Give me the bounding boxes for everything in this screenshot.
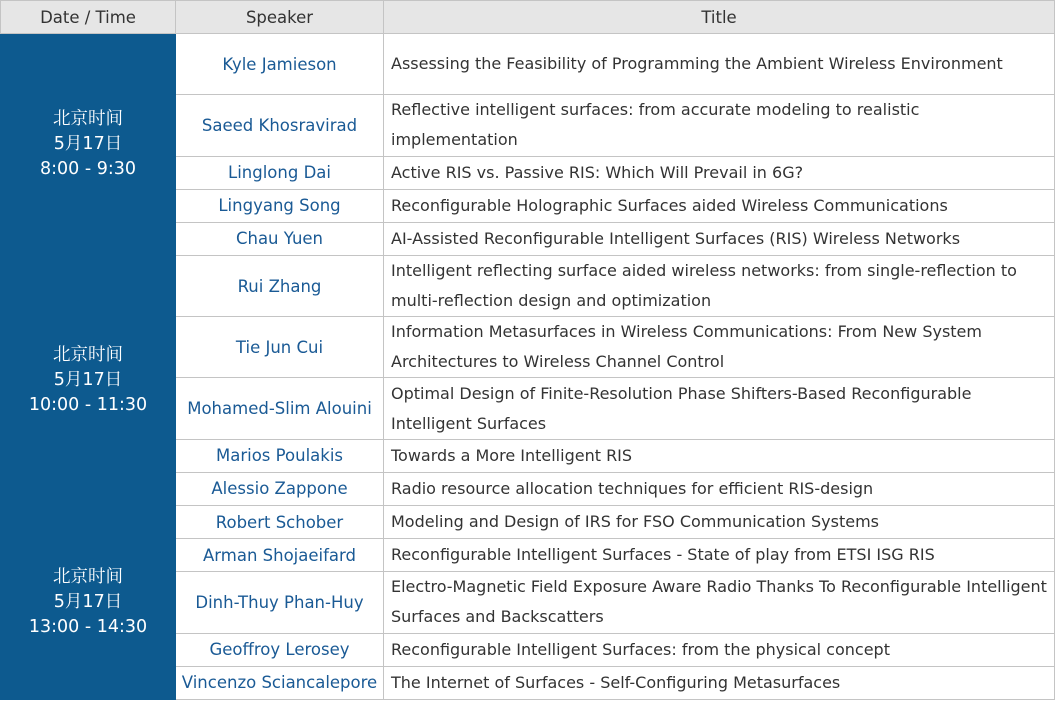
date-label: 5月17日 <box>53 133 123 154</box>
title-cell: Active RIS vs. Passive RIS: Which Will Prevail in 6G? <box>384 156 1055 189</box>
table-row <box>1 506 1055 539</box>
title-cell: Information Metasurfaces in Wireless Communications: From New System Architectures to Wireless Channel Control <box>384 317 1055 378</box>
time-slot-cell <box>1 34 176 256</box>
speaker-cell: Linglong Dai <box>176 156 384 189</box>
timezone-label: 北京时间 <box>53 344 123 365</box>
time-slot-cell <box>1 506 176 700</box>
speaker-cell: Rui Zhang <box>176 255 384 316</box>
time-slot-cell <box>1 255 176 505</box>
speaker-cell: Kyle Jamieson <box>176 34 384 95</box>
header-speaker: Speaker <box>176 1 384 34</box>
speaker-cell: Alessio Zappone <box>176 472 384 505</box>
date-label: 5月17日 <box>53 592 123 613</box>
time-range-label: 8:00 - 9:30 <box>39 158 137 179</box>
date-label: 5月17日 <box>53 369 123 390</box>
speaker-cell: Mohamed-Slim Alouini <box>176 378 384 439</box>
time-range-label: 10:00 - 11:30 <box>28 394 148 415</box>
table-row <box>1 255 1055 316</box>
speaker-cell: Chau Yuen <box>176 222 384 255</box>
time-range-label: 13:00 - 14:30 <box>28 617 148 638</box>
title-cell: Reconfigurable Holographic Surfaces aided Wireless Communications <box>384 189 1055 222</box>
speaker-cell: Arman Shojaeifard <box>176 539 384 572</box>
title-cell: Assessing the Feasibility of Programming the Ambient Wireless Environment <box>384 34 1055 95</box>
speaker-cell: Lingyang Song <box>176 189 384 222</box>
title-cell: Modeling and Design of IRS for FSO Communication Systems <box>384 506 1055 539</box>
title-cell: Reconfigurable Intelligent Surfaces - State of play from ETSI ISG RIS <box>384 539 1055 572</box>
speaker-cell: Marios Poulakis <box>176 439 384 472</box>
title-cell: The Internet of Surfaces - Self-Configuring Metasurfaces <box>384 666 1055 699</box>
title-cell: Towards a More Intelligent RIS <box>384 439 1055 472</box>
title-cell: AI-Assisted Reconfigurable Intelligent Surfaces (RIS) Wireless Networks <box>384 222 1055 255</box>
speaker-cell: Saeed Khosravirad <box>176 95 384 156</box>
header-title: Title <box>384 1 1055 34</box>
title-cell: Radio resource allocation techniques for efficient RIS-design <box>384 472 1055 505</box>
title-cell: Reflective intelligent surfaces: from accurate modeling to realistic implementation <box>384 95 1055 156</box>
timezone-label: 北京时间 <box>53 108 123 129</box>
table-row <box>1 34 1055 95</box>
timezone-label: 北京时间 <box>53 567 123 588</box>
speaker-cell: Geoffroy Lerosey <box>176 633 384 666</box>
speaker-cell: Dinh-Thuy Phan-Huy <box>176 572 384 633</box>
title-cell: Reconfigurable Intelligent Surfaces: from the physical concept <box>384 633 1055 666</box>
speaker-cell: Robert Schober <box>176 506 384 539</box>
speaker-cell: Vincenzo Sciancalepore <box>176 666 384 699</box>
header-row <box>1 1 1055 34</box>
title-cell: Intelligent reflecting surface aided wireless networks: from single-reflection to multi-reflection design and optimization <box>384 255 1055 316</box>
title-cell: Electro-Magnetic Field Exposure Aware Radio Thanks To Reconfigurable Intelligent Surfaces and Backscatters <box>384 572 1055 633</box>
header-date-time: Date / Time <box>1 1 176 34</box>
speaker-cell: Tie Jun Cui <box>176 317 384 378</box>
title-cell: Optimal Design of Finite-Resolution Phase Shifters-Based Reconfigurable Intelligent Surfaces <box>384 378 1055 439</box>
